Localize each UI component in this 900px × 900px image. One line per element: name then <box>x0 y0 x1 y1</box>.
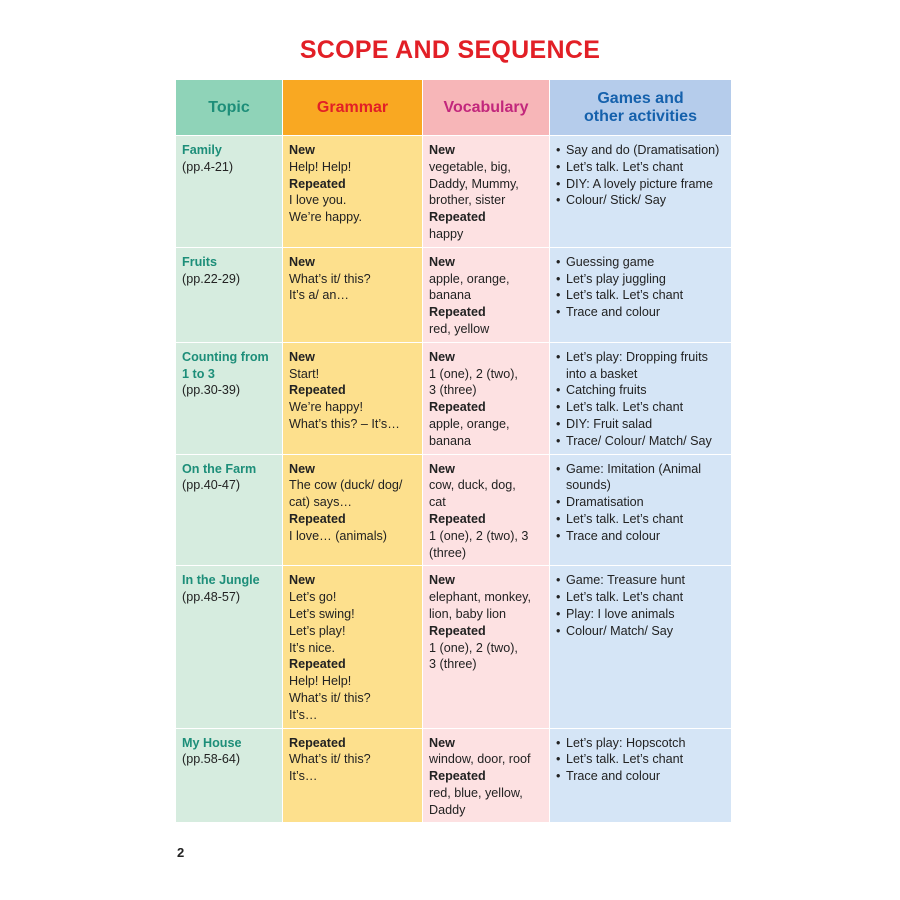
activity-text: DIY: Fruit salad <box>566 416 653 431</box>
grammar-item: Help! Help! <box>289 159 352 174</box>
activity-text: Let’s talk. Let’s chant <box>566 752 684 767</box>
vocabulary-cell <box>423 566 550 728</box>
vocabulary-item: apple, orange, <box>429 271 510 286</box>
grammar-item: It’s… <box>289 707 318 722</box>
activity-text: Play: I love animals <box>566 606 675 621</box>
activity-text: Let’s talk. Let’s chant <box>566 590 684 605</box>
grammar-item: It’s nice. <box>289 640 335 655</box>
topic-name: Counting from <box>182 349 269 364</box>
grammar-item: Let’s go! <box>289 590 337 605</box>
activity-item <box>556 511 726 528</box>
bullet-icon: • <box>556 606 561 621</box>
grammar-item: cat) says… <box>289 495 352 510</box>
repeated-label: Repeated <box>429 623 486 638</box>
activity-text: Colour/ Stick/ Say <box>566 193 667 208</box>
grammar-item: The cow (duck/ dog/ <box>289 478 403 493</box>
activity-item <box>556 572 726 589</box>
repeated-label: Repeated <box>289 511 346 526</box>
grammar-cell <box>283 454 423 566</box>
activity-item <box>556 416 726 433</box>
activity-item <box>556 254 726 271</box>
topic-pages: (pp.40-47) <box>182 478 241 493</box>
grammar-cell <box>283 566 423 728</box>
activities-list <box>556 572 726 639</box>
activity-text: Game: Imitation (Animal sounds) <box>566 461 702 493</box>
topic-cell <box>176 454 283 566</box>
grammar-item: It’s… <box>289 769 318 784</box>
activity-text: Game: Treasure hunt <box>566 573 686 588</box>
activity-item <box>556 142 726 159</box>
topic-pages: (pp.22-29) <box>182 271 241 286</box>
repeated-label: Repeated <box>429 305 486 320</box>
bullet-icon: • <box>556 288 561 303</box>
grammar-item: What’s it/ this? <box>289 690 371 705</box>
vocabulary-item: 3 (three) <box>429 383 477 398</box>
activity-text: Let’s talk. Let’s chant <box>566 511 684 526</box>
grammar-item: What’s it/ this? <box>289 752 371 767</box>
activity-text: Guessing game <box>566 254 655 269</box>
activity-item <box>556 159 726 176</box>
bullet-icon: • <box>556 159 561 174</box>
table-row <box>176 342 732 454</box>
activity-text: Let’s talk. Let’s chant <box>566 159 684 174</box>
activities-cell <box>550 342 732 454</box>
vocabulary-item: elephant, monkey, <box>429 590 531 605</box>
vocabulary-cell <box>423 454 550 566</box>
repeated-label: Repeated <box>289 657 346 672</box>
bullet-icon: • <box>556 495 561 510</box>
page-number: 2 <box>177 845 185 860</box>
new-label: New <box>429 254 455 269</box>
repeated-label: Repeated <box>289 176 346 191</box>
bullet-icon: • <box>556 590 561 605</box>
topic-name: On the Farm <box>182 461 257 476</box>
activity-item <box>556 461 726 495</box>
grammar-item: I love you. <box>289 193 347 208</box>
repeated-label: Repeated <box>289 735 346 750</box>
activity-item <box>556 287 726 304</box>
grammar-item: I love… (animals) <box>289 528 387 543</box>
new-label: New <box>429 461 455 476</box>
activity-text: Let’s play: Dropping fruits into a basket <box>566 349 708 381</box>
header-games-line: other activities <box>584 107 697 125</box>
activity-item <box>556 768 726 785</box>
activity-text: Trace and colour <box>566 528 661 543</box>
vocabulary-item: lion, baby lion <box>429 606 507 621</box>
activity-text: Let’s play juggling <box>566 271 666 286</box>
bullet-icon: • <box>556 511 561 526</box>
vocabulary-item: vegetable, big, <box>429 159 511 174</box>
activity-item <box>556 606 726 623</box>
activity-item <box>556 735 726 752</box>
new-label: New <box>429 735 455 750</box>
new-label: New <box>289 143 315 157</box>
header-grammar: Grammar <box>283 80 423 136</box>
vocabulary-cell <box>423 136 550 248</box>
grammar-cell <box>283 342 423 454</box>
grammar-cell <box>283 728 423 823</box>
repeated-label: Repeated <box>429 400 486 415</box>
header-row <box>176 80 732 136</box>
vocabulary-item: cat <box>429 495 446 510</box>
activities-cell <box>550 247 732 342</box>
bullet-icon: • <box>556 176 561 191</box>
vocabulary-cell <box>423 247 550 342</box>
new-label: New <box>289 254 315 269</box>
topic-cell <box>176 566 283 728</box>
activity-item <box>556 751 726 768</box>
bullet-icon: • <box>556 271 561 286</box>
activity-item <box>556 192 726 209</box>
vocabulary-item: (three) <box>429 545 467 560</box>
grammar-item: Start! <box>289 366 320 381</box>
bullet-icon: • <box>556 528 561 543</box>
bullet-icon: • <box>556 416 561 431</box>
grammar-item: We’re happy. <box>289 210 363 225</box>
activities-list <box>556 349 726 450</box>
repeated-label: Repeated <box>429 769 486 784</box>
activity-text: Let’s talk. Let’s chant <box>566 288 684 303</box>
grammar-cell <box>283 136 423 248</box>
activities-cell <box>550 136 732 248</box>
table-row <box>176 728 732 823</box>
table-row <box>176 136 732 248</box>
vocabulary-item: happy <box>429 226 464 241</box>
topic-pages: (pp.58-64) <box>182 752 241 767</box>
vocabulary-item: 1 (one), 2 (two), 3 <box>429 528 529 543</box>
activity-text: Say and do (Dramatisation) <box>566 143 720 157</box>
topic-cell <box>176 136 283 248</box>
topic-name: Family <box>182 143 222 157</box>
grammar-item: Let’s swing! <box>289 606 355 621</box>
topic-cell <box>176 728 283 823</box>
activity-text: Trace/ Colour/ Match/ Say <box>566 433 712 448</box>
scope-sequence-table <box>175 79 732 823</box>
header-vocabulary: Vocabulary <box>423 80 550 136</box>
activity-text: Let’s talk. Let’s chant <box>566 400 684 415</box>
topic-cell <box>176 247 283 342</box>
activities-cell <box>550 454 732 566</box>
vocabulary-item: 1 (one), 2 (two), <box>429 640 518 655</box>
topic-cell <box>176 342 283 454</box>
activity-text: Let’s play: Hopscotch <box>566 735 686 750</box>
activity-item <box>556 304 726 321</box>
activities-list <box>556 735 726 785</box>
vocabulary-item: brother, sister <box>429 193 506 208</box>
topic-name: In the Jungle <box>182 573 260 588</box>
activities-list <box>556 461 726 545</box>
bullet-icon: • <box>556 752 561 767</box>
vocabulary-item: red, yellow <box>429 321 490 336</box>
activities-cell <box>550 566 732 728</box>
bullet-icon: • <box>556 349 561 364</box>
activity-item <box>556 271 726 288</box>
new-label: New <box>429 143 455 157</box>
repeated-label: Repeated <box>429 210 486 225</box>
new-label: New <box>429 349 455 364</box>
topic-name: My House <box>182 735 242 750</box>
grammar-item: What’s it/ this? <box>289 271 371 286</box>
table-row <box>176 566 732 728</box>
bullet-icon: • <box>556 769 561 784</box>
vocabulary-item: red, blue, yellow, <box>429 785 523 800</box>
activity-item <box>556 349 726 383</box>
vocabulary-item: banana <box>429 288 472 303</box>
repeated-label: Repeated <box>289 383 346 398</box>
activities-list <box>556 142 726 209</box>
table-row <box>176 454 732 566</box>
vocabulary-cell <box>423 342 550 454</box>
bullet-icon: • <box>556 400 561 415</box>
new-label: New <box>289 349 315 364</box>
activity-text: DIY: A lovely picture frame <box>566 176 713 191</box>
bullet-icon: • <box>556 254 561 269</box>
vocabulary-item: 3 (three) <box>429 657 477 672</box>
vocabulary-cell <box>423 728 550 823</box>
page-title: SCOPE AND SEQUENCE <box>299 36 601 64</box>
activity-item <box>556 433 726 450</box>
activity-item <box>556 528 726 545</box>
activity-item <box>556 623 726 640</box>
vocabulary-item: 1 (one), 2 (two), <box>429 366 518 381</box>
topic-name: Fruits <box>182 254 217 269</box>
grammar-item: What’s this? – It’s… <box>289 416 400 431</box>
bullet-icon: • <box>556 305 561 320</box>
header-topic: Topic <box>176 80 283 136</box>
repeated-label: Repeated <box>429 511 486 526</box>
bullet-icon: • <box>556 193 561 208</box>
activity-text: Catching fruits <box>566 383 647 398</box>
new-label: New <box>289 461 315 476</box>
vocabulary-item: window, door, roof <box>429 752 531 767</box>
new-label: New <box>429 573 455 588</box>
activity-item <box>556 176 726 193</box>
topic-pages: (pp.4-21) <box>182 159 234 174</box>
activities-cell <box>550 728 732 823</box>
activity-text: Colour/ Match/ Say <box>566 623 674 638</box>
activity-item <box>556 399 726 416</box>
bullet-icon: • <box>556 735 561 750</box>
activity-item <box>556 494 726 511</box>
activity-item <box>556 382 726 399</box>
vocabulary-item: Daddy, Mummy, <box>429 176 519 191</box>
grammar-item: Let’s play! <box>289 623 346 638</box>
activity-item <box>556 589 726 606</box>
bullet-icon: • <box>556 433 561 448</box>
topic-name: 1 to 3 <box>182 366 215 381</box>
bullet-icon: • <box>556 383 561 398</box>
header-games <box>550 80 732 136</box>
bullet-icon: • <box>556 573 561 588</box>
bullet-icon: • <box>556 143 561 157</box>
vocabulary-item: Daddy <box>429 802 466 817</box>
activity-text: Trace and colour <box>566 769 661 784</box>
grammar-item: We’re happy! <box>289 400 363 415</box>
activities-list <box>556 254 726 321</box>
table-row <box>176 247 732 342</box>
vocabulary-item: banana <box>429 433 472 448</box>
activity-text: Dramatisation <box>566 495 644 510</box>
topic-pages: (pp.48-57) <box>182 590 241 605</box>
header-games-line: Games and <box>597 89 684 107</box>
grammar-item: Help! Help! <box>289 674 352 689</box>
bullet-icon: • <box>556 461 561 476</box>
grammar-cell <box>283 247 423 342</box>
vocabulary-item: cow, duck, dog, <box>429 478 516 493</box>
topic-pages: (pp.30-39) <box>182 383 241 398</box>
bullet-icon: • <box>556 623 561 638</box>
activity-text: Trace and colour <box>566 305 661 320</box>
new-label: New <box>289 573 315 588</box>
grammar-item: It’s a/ an… <box>289 288 349 303</box>
vocabulary-item: apple, orange, <box>429 416 510 431</box>
